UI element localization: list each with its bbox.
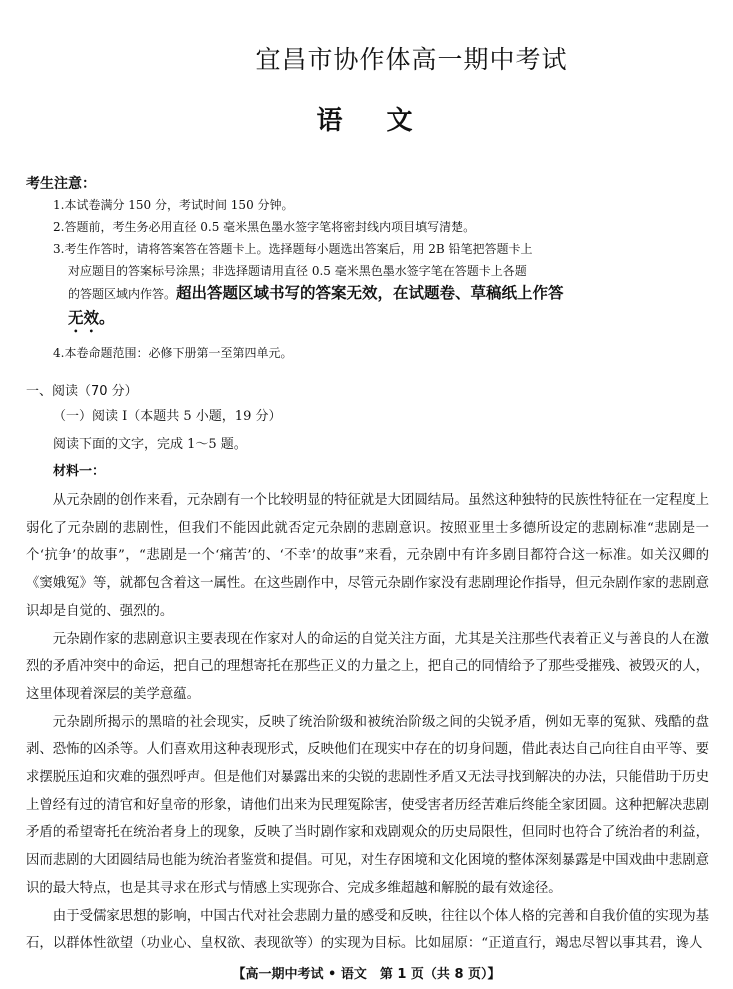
notice-heading: 考生注意：	[26, 176, 96, 192]
paragraph: 从元杂剧的创作来看，元杂剧有一个比较明显的特征就是大团圆结局。虽然这种独特的民族性特征在一定程度上弱化了元杂剧的悲剧性，但我们不能因此就否定元杂剧的悲剧意识。按照亚里士多德所设定的悲剧标准“悲剧是一个‘抗争’的故事”，“悲剧是一个‘痛苦’的、‘不幸’的故事”来看，元杂剧中有许多剧目都符合这一标准。如关汉卿的《窦娥冤》等，就都包含着这一属性。在这些剧作中，尽管元杂剧作家没有悲剧理论作指导，但元杂剧作家的悲剧意识却是自觉的、强烈的。	[26, 493, 709, 619]
material-label: 材料一：	[53, 464, 106, 479]
notice-num: 1.	[53, 198, 65, 212]
notice-item-1	[53, 194, 593, 216]
notice-num: 3.	[53, 242, 65, 256]
notice-text: 对应题目的答案标号涂黑；非选择题请用直径 0.5 毫米黑色墨水签字笔在答题卡上各题	[68, 264, 527, 278]
instruction: 阅读下面的文字，完成 1～5 题。	[53, 437, 247, 452]
paragraph: 元杂剧所揭示的黑暗的社会现实，反映了统治阶级和被统治阶级之间的尖锐矛盾，例如无辜的冤狱、残酷的盘剥、恐怖的凶杀等。人们喜欢用这种表现形式，反映他们在现实中存在的切身问题，借此表达自己向往自由平等、要求摆脱压迫和灾难的强烈呼声。但是他们对暴露出来的尖锐的悲剧性矛盾又无法寻找到解决的办法，只能借助于历史上曾经有过的清官和好皇帝的形象，请他们出来为民理冤除害，使受害者历经苦难后终能全家团圆。这种把解决悲剧矛盾的希望寄托在统治者身上的现象，反映了当时剧作家和戏剧观众的历史局限性，但同时也符合了统治者的利益，因而悲剧的大团圆结局也能为统治者鉴赏和提倡。可见，对生存困境和文化困境的整体深刻暴露是中国戏曲中悲剧意识的最大特点，也是其寻求在形式与情感上实现弥合、完成多维超越和解脱的最有效途径。	[26, 714, 709, 896]
notice-num: 2.	[53, 220, 65, 234]
emphasized-warning-end: 无效。	[68, 309, 115, 327]
page-footer: 【高一期中考试 • 语文 第 1 页（共 8 页）】	[232, 967, 501, 982]
sub-heading: （一）阅读 I（本题共 5 小题，19 分）	[53, 409, 282, 424]
section-heading: 一、阅读（70 分）	[26, 384, 138, 399]
emphasized-warning: 超出答题区域书写的答案无效，在试题卷、草稿纸上作答	[176, 284, 564, 302]
notice-text: 的答题区域内作答。	[68, 287, 177, 301]
paragraph: 由于受儒家思想的影响，中国古代对社会悲剧力量的感受和反映，往往以个体人格的完善和自我价值的实现为基石，以群体性欲望（功业心、皇权欲、表现欲等）的实现为目标。比如屈原：“正道直行，竭忠尽智以事其君，谗人	[26, 908, 709, 952]
exam-title: 宜昌市协作体高一期中考试	[255, 45, 568, 74]
notice-list	[53, 194, 593, 364]
notice-num: 4.	[53, 346, 65, 360]
notice-item-2	[53, 216, 593, 238]
notice-item-3	[53, 238, 593, 336]
notice-text: 本试卷满分 150 分，考试时间 150 分钟。	[64, 198, 294, 212]
passage	[26, 487, 709, 958]
subject-title: 语文	[316, 106, 457, 136]
notice-text: 考生作答时，请将答案答在答题卡上。选择题每小题选出答案后，用 2B 铅笔把答题卡上	[64, 242, 533, 256]
notice-text: 本卷命题范围：必修下册第一至第四单元。	[64, 346, 293, 360]
paragraph: 元杂剧作家的悲剧意识主要表现在作家对人的命运的自觉关注方面，尤其是关注那些代表着正义与善良的人在激烈的矛盾冲突中的命运，把自己的理想寄托在那些正义的力量之上，把自己的同情给予了那些受摧残、被毁灭的人，这里体现着深层的美学意蕴。	[26, 631, 709, 702]
notice-text: 答题前，考生务必用直径 0.5 毫米黑色墨水签字笔将密封线内项目填写清楚。	[64, 220, 476, 234]
notice-item-4	[53, 342, 593, 364]
